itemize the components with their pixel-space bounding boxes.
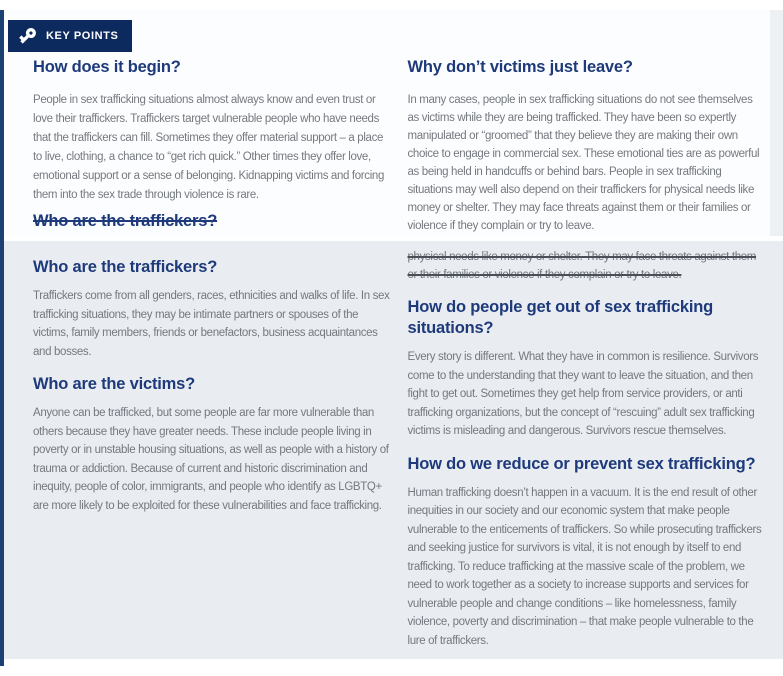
heading-how-does-it-begin: How does it begin?: [33, 58, 181, 76]
badge-label: KEY POINTS: [46, 30, 119, 42]
heading-why-dont-victims-leave: Why don’t victims just leave?: [407, 58, 633, 76]
section-bottom: [0, 241, 783, 659]
paragraph-why-dont-victims-leave: In many cases, people in sex trafficking situations do not see themselves as victims while they are being trafficked. They have been so expertly manipulated or “groomed” that they believe they are making their own choice to engage in commercial sex. These emotional ties are as powerful as being held in handcuffs or behind bars. People in sex trafficking situations may well also depend on their traffickers for physical needs like money or shelter. They may face threats against them or their families or violence if they complain or try to leave.: [407, 94, 760, 232]
key-icon: [18, 26, 38, 46]
top-left-column: [33, 57, 392, 235]
heading-who-are-traffickers-struck: Who are the traffickers?: [33, 212, 218, 230]
heading-how-people-get-out: How do people get out of sex trafficking situations?: [407, 298, 714, 337]
bottom-right-column: [408, 249, 767, 650]
paragraph-how-people-get-out: Every story is different. What they have in common is resilience. Survivors come to the understanding that they want to leave the situation, and then fight to get out. Sometimes they get help from service providers, or anti trafficking organizations, but the concept of “rescuing” adult sex trafficking victims is misleading and dangerous. Survivors rescue themselves.: [407, 351, 759, 437]
heading-who-are-victims: Who are the victims?: [33, 375, 195, 393]
bottom-margin: [0, 659, 783, 666]
heading-how-reduce-prevent: How do we reduce or prevent sex trafficking?: [407, 454, 756, 473]
bottom-left-column: [33, 249, 392, 650]
left-accent-border: [0, 10, 4, 666]
paragraph-who-are-victims: Anyone can be trafficked, but some people are far more vulnerable than others because they have greater needs. These include people living in poverty or in unstable housing situations, as well as people with a history of trauma or addiction. Because of current and historic discrimination and inequity, people of color, immigrants, and people who identify as LGBTQ+ are more likely to be exploited for these vulnerabilities and face trafficking.: [33, 407, 389, 512]
paragraph-who-are-traffickers: Traffickers come from all genders, races, ethnicities and walks of life. In sex trafficking situations, they may be intimate partners or spouses of the victims, family members, friends or benefactors, business acquaintances and bosses.: [33, 290, 390, 358]
key-points-badge: [8, 20, 132, 52]
heading-who-are-traffickers: Who are the traffickers?: [33, 258, 218, 276]
paragraph-struck-duplicate: physical needs like money or shelter. They may face threats against them or their families or violence if they complain or try to leave.: [407, 251, 757, 281]
key-points-page: [0, 10, 783, 676]
paragraph-how-it-begins: People in sex trafficking situations almost always know and even trust or love their traffickers. Traffickers target vulnerable people who have needs that the traffickers can fill. Sometimes they offer material support – a place to live, clothing, a chance to “get rich quick.” Other times they offer love, emotional support or a sense of belonging. Kidnapping victims and forcing them into the sex trade through violence is rare.: [33, 94, 384, 201]
top-right-column: [408, 57, 767, 235]
paragraph-how-reduce-prevent: Human trafficking doesn’t happen in a vacuum. It is the end result of other inequities in our society and our economic system that make people vulnerable to the enticements of traffickers. So while prosecuting traffickers and seeking justice for survivors is vital, it is not enough by itself to end trafficking. To reduce trafficking at the massive scale of the problem, we need to work together as a society to increase supports and services for vulnerable people and change conditions – like homelessness, family violence, poverty and discrimination – that make people vulnerable to the lure of traffickers.: [407, 486, 762, 647]
